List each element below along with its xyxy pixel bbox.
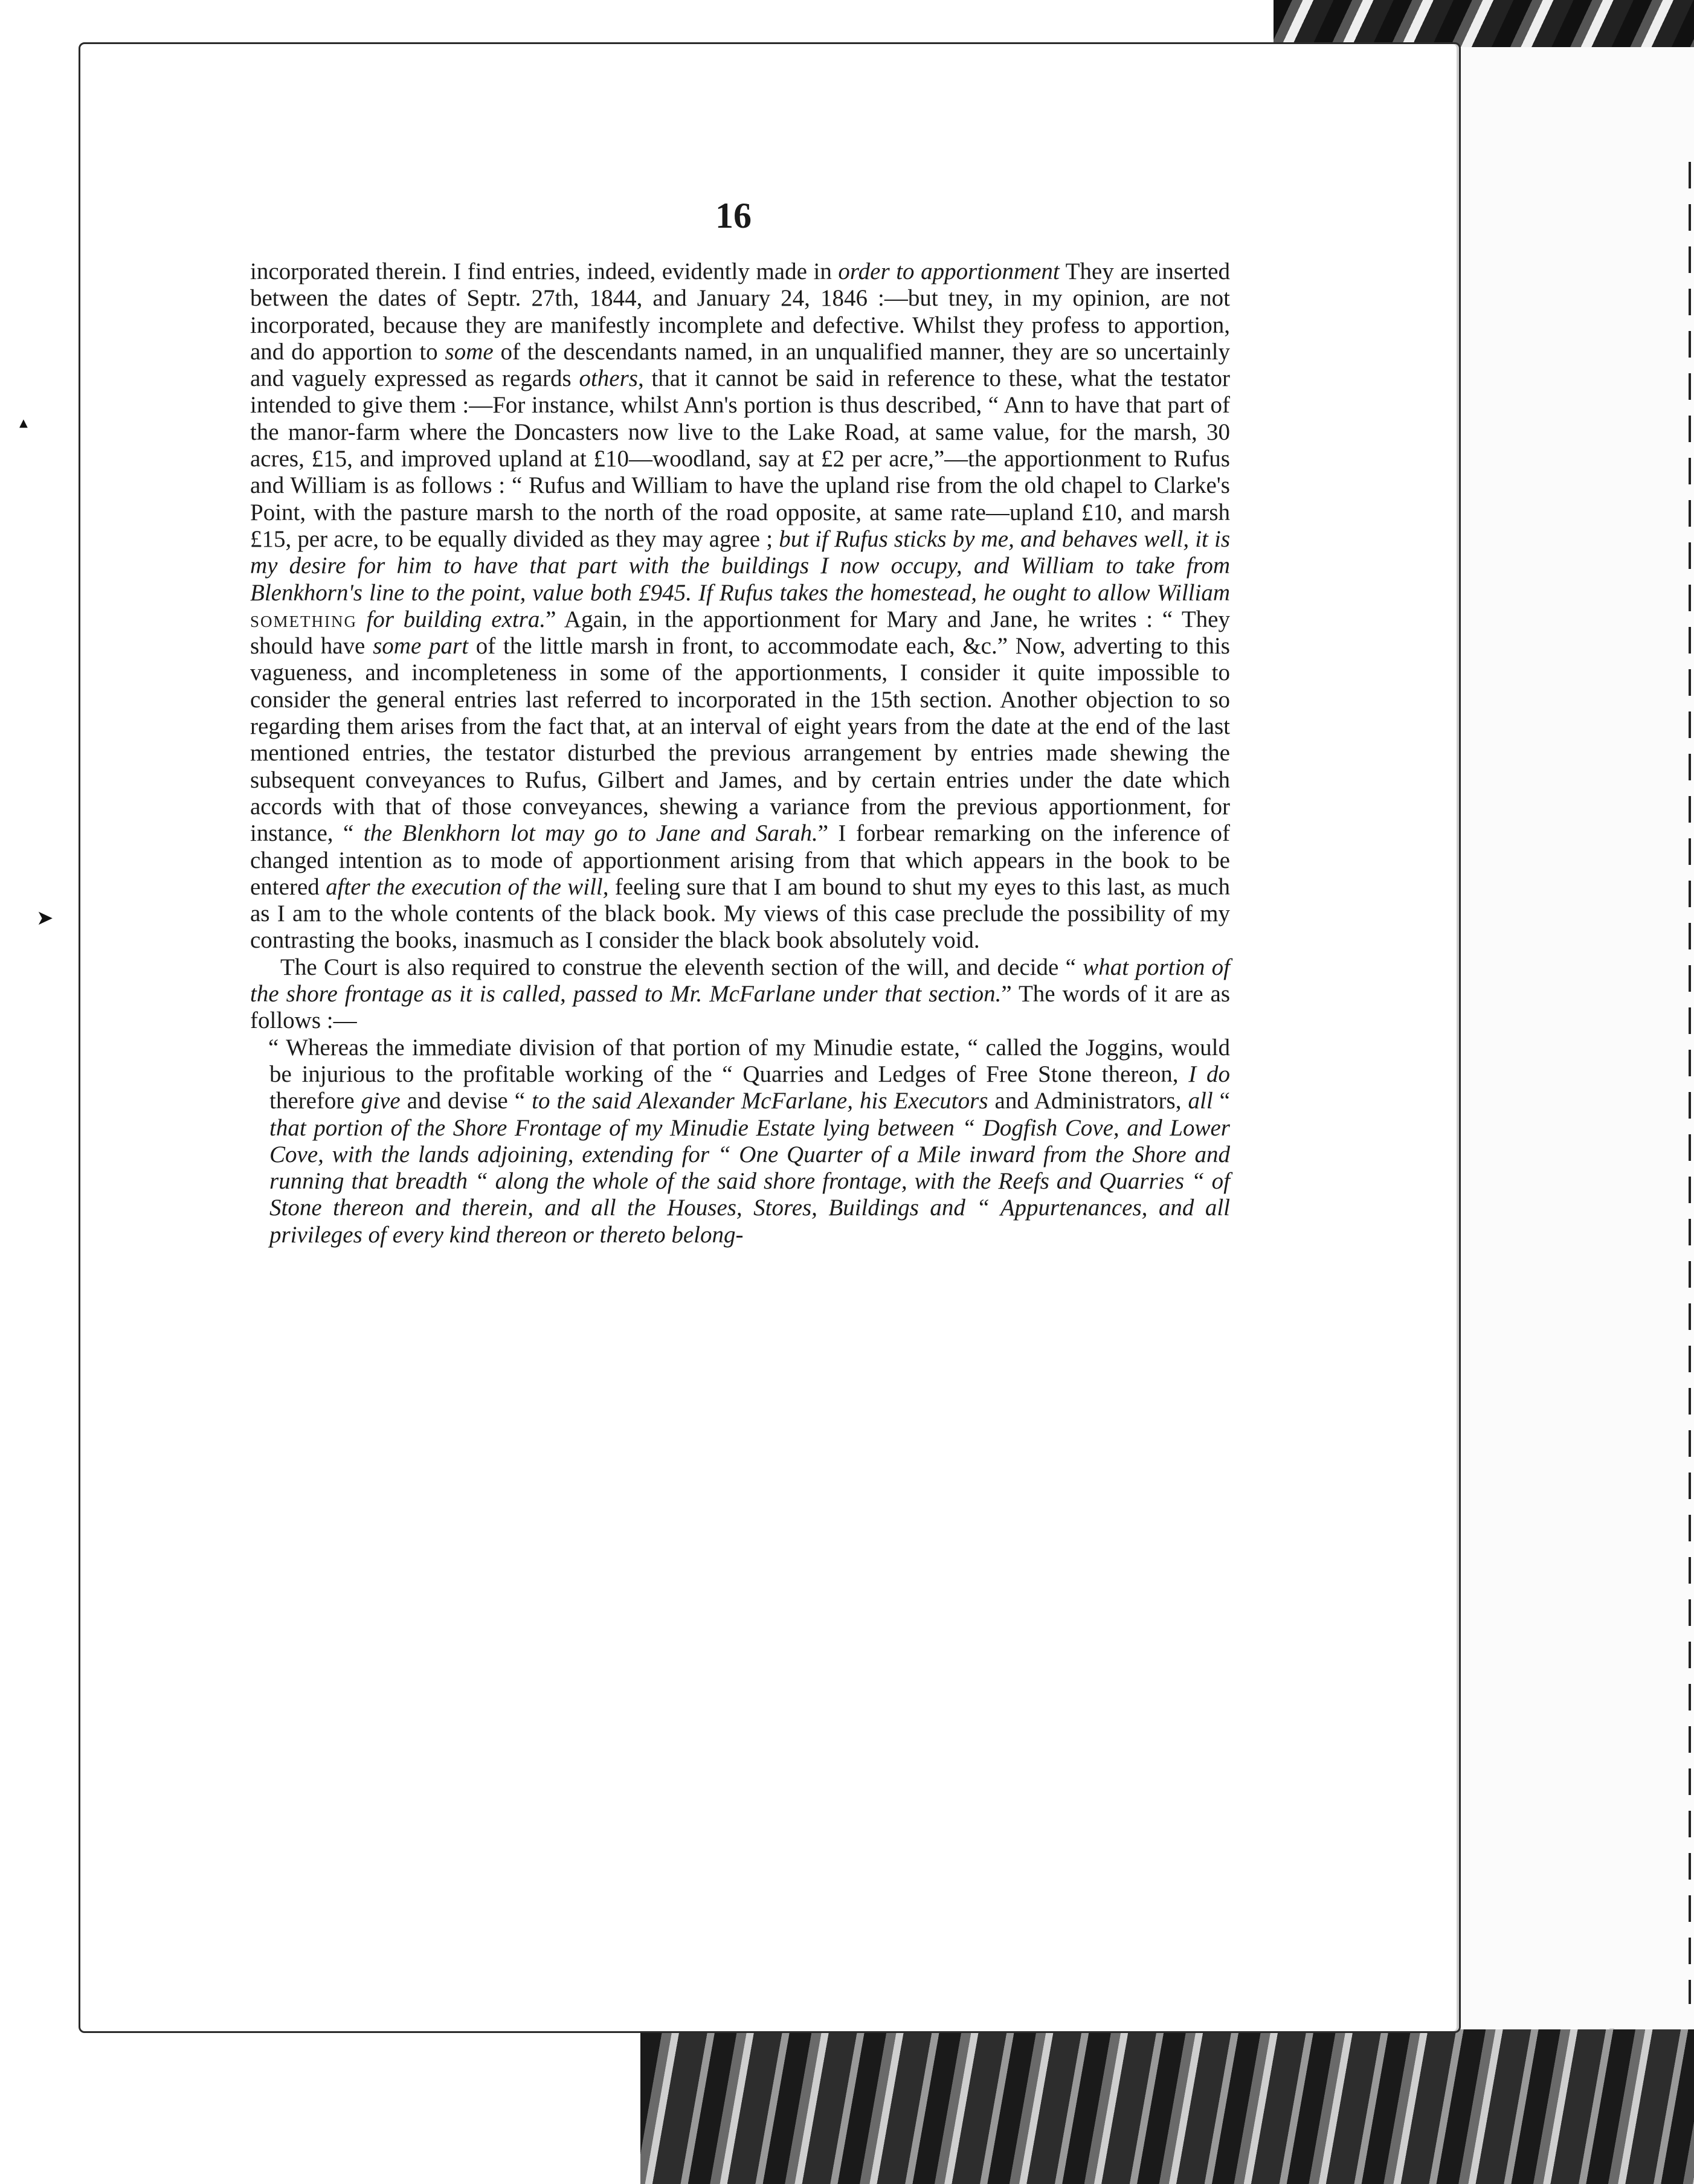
- italic-text: the Blenkhorn lot may go to Jane and Sarah.: [363, 820, 818, 847]
- text-run: of the descendants named, in an unqualified manner, they are so uncertainly and vaguely expressed as regards: [250, 338, 1230, 392]
- paragraph: [250, 1035, 1230, 1248]
- scan-bottom-fabric: [640, 2029, 1694, 2184]
- italic-text: others: [579, 365, 638, 392]
- scan-speck: ▲: [19, 417, 28, 429]
- text-run: , that it cannot be said in reference to these, what the testator intended to give them :—For instance, whilst Ann's portion is thus described, “ Ann to have that part of the manor-farm where the Doncasters now live to the Lake Road, at same value, for the marsh, 30 acres, £15, and improved upland at £10—woodland, say at £2 per acre,”—the apportionment to Rufus and William is as follows : “ Rufus and William to have the upland rise from the old chapel to Clarke's Point, with the pasture marsh to the north of the road opposite, at same rate—upland £10, and marsh £15, per acre, to be equally divided as they may agree ;: [250, 365, 1231, 552]
- italic-text: some part: [373, 633, 469, 660]
- text-run: of the little marsh in front, to accommodate each, &c.” Now, adverting to this vagueness, and incompleteness in some of the apportionments, I consider it quite impossible to consider the general entries last referred to incorporated in the 15th section. Another objection to so regarding them arises from the fact that, at an interval of eight years from the date at the end of the last mentioned entries, the testator disturbed the previous arrangement by entries made shewing the subsequent conveyances to Rufus, Gilbert and James, and by certain entries under the date which accords with that of those conveyances, shewing a variance from the previous apportionment, for instance, “: [250, 633, 1230, 847]
- adjacent-page-edge: [1457, 47, 1694, 2028]
- text-run: incorporated therein. I find entries, indeed, evidently made in: [250, 259, 839, 284]
- italic-text: for building extra.: [357, 606, 546, 632]
- text-run: feeling sure that I am bound to shut my eyes to this last, as much as I am to the whole contents of the black book. My views of this case preclude the possibility of my contrasting the books, inasmuch as I consider the black book absolutely void.: [250, 873, 1231, 954]
- small-caps-text: something: [250, 606, 357, 632]
- italic-text: but if Rufus sticks by me, and behaves well, it is my desire for him to have that part with the buildings I now occupy, and William to take from Blenkhorn's line to the point, value both £945. If Rufus takes the homestead, he ought to allow William: [250, 525, 1231, 606]
- text-run: “ Whereas the immediate division of that portion of my Minudie estate, “ called the Joggins, would be injurious to the profitable working of the “ Quarries and Ledges of Free Stone thereon,: [268, 1034, 1230, 1087]
- italic-text: to the said Alexander McFarlane, his Executors: [532, 1088, 988, 1114]
- italic-text: order to apportionment: [838, 259, 1060, 284]
- text-run: and Administrators,: [988, 1088, 1188, 1114]
- text-run: “: [1213, 1088, 1230, 1114]
- text-run: ” The words of it are as follows :—: [250, 981, 1230, 1034]
- scan-top-edge: [156, 0, 1277, 43]
- italic-text: that portion of the Shore Frontage of my Minudie Estate lying between “ Dogfish Cove, and Lower Cove, with the lands adjoining, extending for “ One Quarter of a Mile inward from the Shore and running that breadth “ along the whole of the said shore frontage, with the Reefs and Quarries “ of Stone thereon and therein, and all the Houses, Stores, Buildings and “ Appurtenances, and all privileges of every kind thereon or thereto belong-: [269, 1114, 1230, 1248]
- adjacent-page-rule: [1689, 162, 1691, 2004]
- text-run: therefore: [269, 1088, 361, 1114]
- italic-text: some: [445, 338, 494, 365]
- paragraph: [250, 259, 1230, 954]
- italic-text: all: [1188, 1088, 1213, 1114]
- italic-text: I do: [1188, 1061, 1230, 1087]
- page-number: 16: [715, 196, 752, 236]
- text-run: and devise “: [400, 1088, 532, 1114]
- body-text: [250, 259, 1230, 1248]
- italic-text: after the execution of the will,: [326, 873, 609, 900]
- paragraph: [250, 954, 1230, 1035]
- text-run: ” Again, in the apportionment for Mary and Jane, he writes : “ They should have: [250, 606, 1230, 660]
- text-run: They are inserted between the dates of Septr. 27th, 1844, and January 24, 1846 :—but tney, in my opinion, are not incorporated, because they are manifestly incomplete and defective. Whilst they profess to apportion, and do apportion to: [250, 259, 1230, 365]
- text-run: The Court is also required to construe the eleventh section of the will, and decide “: [280, 954, 1083, 980]
- text-run: ” I forbear remarking on the inference of changed intention as to mode of apportionment arising from that which appears in the book to be entered: [250, 820, 1230, 900]
- italic-text: what portion of the shore frontage as it is called, passed to Mr. McFarlane under that section.: [250, 954, 1230, 1007]
- scan-speck: ➤: [36, 906, 54, 930]
- italic-text: give: [361, 1088, 401, 1114]
